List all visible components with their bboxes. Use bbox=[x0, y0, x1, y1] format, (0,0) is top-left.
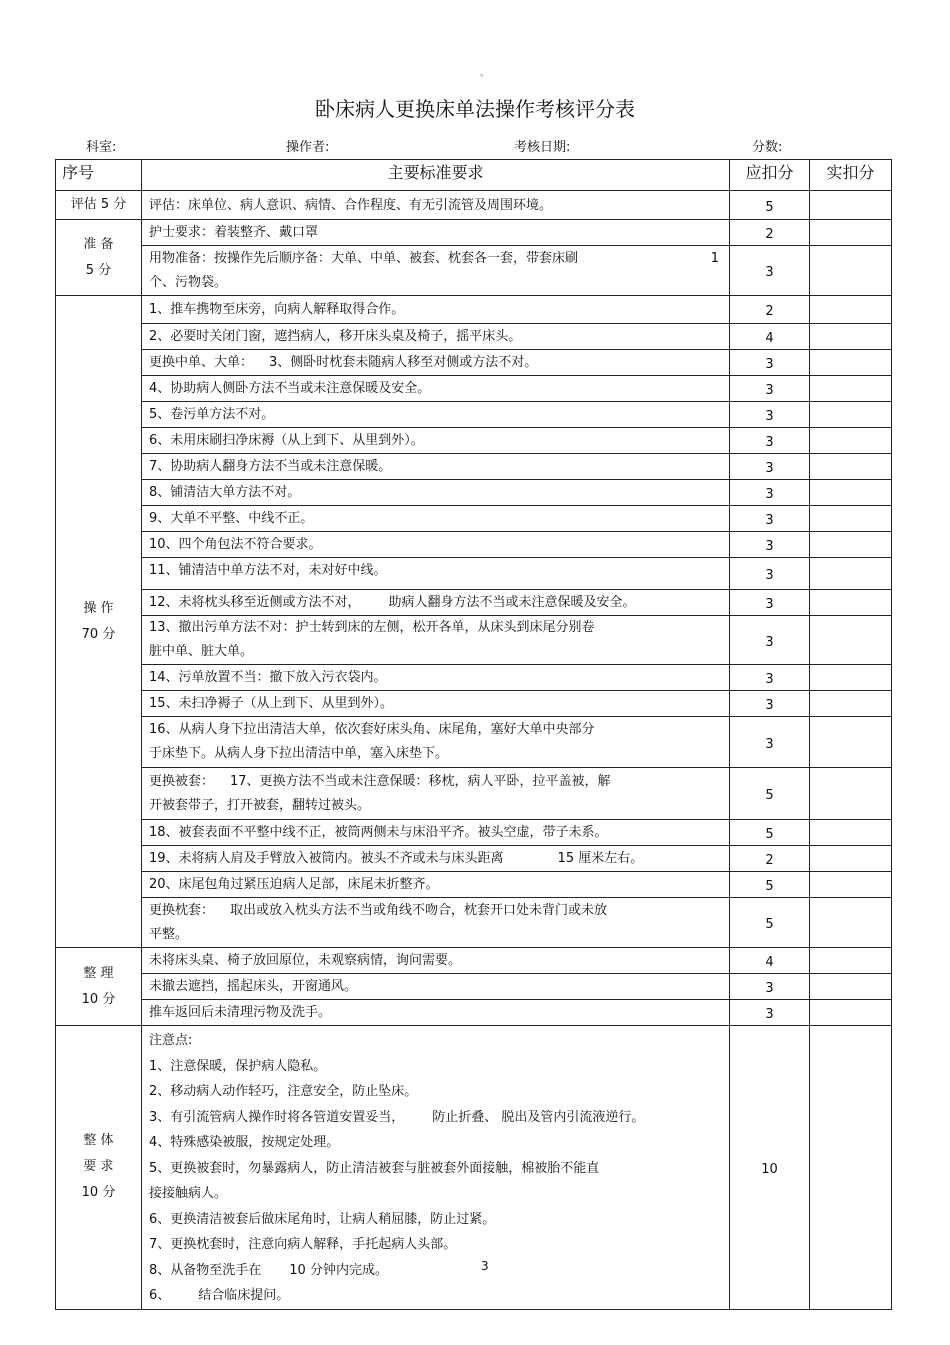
requirement-line: 取出或放入枕头方法不当或角线不吻合，枕套开口处未背门或未放 bbox=[230, 902, 608, 918]
requirement-line: 个、污物袋。 bbox=[149, 274, 228, 290]
note-item bbox=[149, 1258, 723, 1284]
table-row bbox=[56, 768, 892, 820]
requirement-line: 15 厘米左右。 bbox=[557, 851, 644, 866]
date-label: 考核日期: bbox=[514, 140, 571, 155]
actual-deduct-cell[interactable] bbox=[810, 480, 892, 506]
note-item: 接接触病人。 bbox=[149, 1186, 228, 1201]
actual-deduct-cell[interactable] bbox=[810, 220, 892, 246]
operator-label: 操作者: bbox=[286, 140, 330, 155]
table-row bbox=[56, 532, 892, 558]
requirement-number: 1 bbox=[710, 250, 719, 266]
table-row bbox=[56, 691, 892, 717]
requirement-line: 3、侧卧时枕套未随病人移至对侧或方法不对。 bbox=[269, 355, 538, 370]
note-item: 5、更换被套时，勿暴露病人，防止清洁被套与脏被套外面接触，棉被胎不能直 bbox=[149, 1160, 600, 1176]
requirement-text: 10、四个角包法不符合要求。 bbox=[142, 532, 730, 558]
deduct-points: 3 bbox=[730, 691, 810, 717]
table-row bbox=[56, 480, 892, 506]
table-row bbox=[56, 616, 892, 665]
requirement-text: 2、必要时关闭门窗，遮挡病人，移开床头桌及椅子，摇平床头。 bbox=[142, 324, 730, 350]
deduct-points: 5 bbox=[730, 768, 810, 820]
table-row bbox=[56, 402, 892, 428]
requirement-text bbox=[142, 846, 730, 872]
deduct-points: 3 bbox=[730, 1000, 810, 1026]
table-row bbox=[56, 898, 892, 948]
table-row bbox=[56, 506, 892, 532]
deduct-points: 3 bbox=[730, 590, 810, 616]
table-row bbox=[56, 296, 892, 324]
score-table bbox=[55, 159, 892, 1310]
deduct-points: 2 bbox=[730, 220, 810, 246]
requirement-text: 15、未扫净褥子（从上到下、从里到外）。 bbox=[142, 691, 730, 717]
requirement-text: 8、铺清洁大单方法不对。 bbox=[142, 480, 730, 506]
requirement-line: 12、未将枕头移至近侧或方法不对， bbox=[149, 595, 361, 610]
requirement-line: 16、从病人身下拉出清洁大单，依次套好床头角、床尾角，塞好大单中央部分 bbox=[149, 722, 595, 737]
section-overall-score: 10 分 bbox=[81, 1185, 116, 1201]
requirement-line: 更换被套： bbox=[149, 773, 215, 789]
table-row bbox=[56, 717, 892, 768]
requirement-text: 4、协助病人侧卧方法不当或未注意保暖及安全。 bbox=[142, 376, 730, 402]
header-requirements: 主要标准要求 bbox=[142, 160, 730, 191]
requirement-text bbox=[142, 350, 730, 376]
deduct-points: 4 bbox=[730, 324, 810, 350]
actual-deduct-cell[interactable] bbox=[810, 717, 892, 768]
note-text: 10 分钟内完成。 bbox=[289, 1262, 388, 1278]
deduct-points: 2 bbox=[730, 296, 810, 324]
actual-deduct-cell[interactable] bbox=[810, 454, 892, 480]
requirement-line: 助病人翻身方法不当或未注意保暖及安全。 bbox=[388, 595, 636, 610]
section-operation-score: 70 分 bbox=[81, 626, 116, 642]
top-mark: 。 bbox=[480, 68, 490, 79]
table-row bbox=[56, 220, 892, 246]
section-operation bbox=[56, 296, 142, 948]
requirement-text: 未将床头桌、椅子放回原位，未观察病情，询问需要。 bbox=[142, 948, 730, 974]
requirement-text bbox=[142, 590, 730, 616]
section-overall-label-2: 要 求 bbox=[83, 1159, 114, 1175]
requirement-text: 未撤去遮挡，摇起床头，开窗通风。 bbox=[142, 974, 730, 1000]
section-prep bbox=[56, 220, 142, 296]
requirement-text: 1、推车携物至床旁，向病人解释取得合作。 bbox=[142, 296, 730, 324]
actual-deduct-cell[interactable] bbox=[810, 691, 892, 717]
table-row bbox=[56, 590, 892, 616]
deduct-points: 5 bbox=[730, 820, 810, 846]
section-tidy-label: 整 理 bbox=[83, 965, 114, 981]
requirement-line: 平整。 bbox=[149, 926, 189, 942]
deduct-points: 5 bbox=[730, 898, 810, 948]
page-number: 3 bbox=[481, 1259, 489, 1273]
deduct-points: 3 bbox=[730, 376, 810, 402]
requirement-line: 更换中单、大单： bbox=[149, 355, 254, 370]
notes-block bbox=[142, 1026, 730, 1310]
actual-deduct-cell[interactable] bbox=[810, 846, 892, 872]
requirement-line: 19、未将病人肩及手臂放入被筒内。被头不齐或未与床头距离 bbox=[149, 851, 504, 866]
deduct-points: 3 bbox=[730, 350, 810, 376]
actual-deduct-cell[interactable] bbox=[810, 1000, 892, 1026]
header-seq: 序号 bbox=[56, 160, 142, 191]
requirement-text: 评估：床单位、病人意识、病情、合作程度、有无引流管及周围环境。 bbox=[142, 191, 730, 220]
table-row bbox=[56, 558, 892, 590]
table-row bbox=[56, 974, 892, 1000]
note-text: 3、有引流管病人操作时将各管道安置妥当， bbox=[149, 1109, 405, 1125]
requirement-text: 9、大单不平整、中线不正。 bbox=[142, 506, 730, 532]
requirement-text: 14、污单放置不当：撤下放入污衣袋内。 bbox=[142, 665, 730, 691]
requirement-line: 开被套带子，打开被套，翻转过被头。 bbox=[149, 797, 371, 813]
table-row bbox=[56, 665, 892, 691]
deduct-points: 3 bbox=[730, 402, 810, 428]
deduct-points: 3 bbox=[730, 616, 810, 665]
actual-deduct-cell[interactable] bbox=[810, 191, 892, 220]
note-item: 2、移动病人动作轻巧，注意安全，防止坠床。 bbox=[149, 1084, 418, 1099]
requirement-line: 脏中单、脏大单。 bbox=[149, 644, 254, 659]
note-item bbox=[149, 1283, 723, 1309]
requirement-text: 5、卷污单方法不对。 bbox=[142, 402, 730, 428]
deduct-points: 3 bbox=[730, 246, 810, 296]
actual-deduct-cell[interactable] bbox=[810, 590, 892, 616]
table-row bbox=[56, 872, 892, 898]
score-label: 分数: bbox=[752, 140, 783, 155]
table-row bbox=[56, 376, 892, 402]
section-overall-label-1: 整 体 bbox=[83, 1133, 114, 1149]
requirement-text: 6、未用床刷扫净床褥（从上到下、从里到外）。 bbox=[142, 428, 730, 454]
deduct-points: 3 bbox=[730, 665, 810, 691]
deduct-points: 3 bbox=[730, 506, 810, 532]
table-row bbox=[56, 1000, 892, 1026]
section-tidy-score: 10 分 bbox=[81, 991, 116, 1007]
requirement-text bbox=[142, 717, 730, 768]
requirement-text bbox=[142, 768, 730, 820]
section-operation-label: 操 作 bbox=[83, 600, 114, 616]
notes-heading: 注意点: bbox=[149, 1033, 193, 1048]
actual-deduct-cell[interactable] bbox=[810, 324, 892, 350]
requirement-text bbox=[142, 616, 730, 665]
note-item: 1、注意保暖，保护病人隐私。 bbox=[149, 1058, 327, 1074]
deduct-points: 2 bbox=[730, 846, 810, 872]
requirement-text: 推车返回后未清理污物及洗手。 bbox=[142, 1000, 730, 1026]
requirement-text bbox=[142, 246, 730, 296]
requirement-text: 护士要求：着装整齐、戴口罩 bbox=[142, 220, 730, 246]
section-overall bbox=[56, 1026, 142, 1310]
deduct-points: 3 bbox=[730, 532, 810, 558]
actual-deduct-cell[interactable] bbox=[810, 665, 892, 691]
actual-deduct-cell[interactable] bbox=[810, 350, 892, 376]
requirement-text: 18、被套表面不平整中线不正，被筒两侧未与床沿平齐。被头空虚，带子未系。 bbox=[142, 820, 730, 846]
requirement-line: 用物准备：按操作先后顺序备：大单、中单、被套、枕套各一套，带套床刷 bbox=[149, 250, 579, 266]
actual-deduct-cell[interactable] bbox=[810, 506, 892, 532]
requirement-text bbox=[142, 898, 730, 948]
requirement-line: 于床垫下。从病人身下拉出清洁中单，塞入床垫下。 bbox=[149, 746, 449, 761]
table-header-row bbox=[56, 160, 892, 191]
actual-deduct-cell[interactable] bbox=[810, 820, 892, 846]
note-text: 8、从备物至洗手在 bbox=[149, 1262, 262, 1278]
deduct-points: 3 bbox=[730, 454, 810, 480]
deduct-points: 5 bbox=[730, 872, 810, 898]
table-row bbox=[56, 948, 892, 974]
deduct-points: 5 bbox=[730, 191, 810, 220]
actual-deduct-cell[interactable] bbox=[810, 768, 892, 820]
actual-deduct-cell[interactable] bbox=[810, 428, 892, 454]
table-row bbox=[56, 454, 892, 480]
deduct-points: 10 bbox=[730, 1026, 810, 1310]
page-title: 卧床病人更换床单法操作考核评分表 bbox=[315, 97, 635, 121]
requirement-line: 更换枕套： bbox=[149, 902, 215, 918]
actual-deduct-cell[interactable] bbox=[810, 246, 892, 296]
deduct-points: 3 bbox=[730, 428, 810, 454]
actual-deduct-cell[interactable] bbox=[810, 532, 892, 558]
table-row bbox=[56, 324, 892, 350]
dept-label: 科室: bbox=[86, 140, 117, 155]
requirement-line: 13、撤出污单方法不对：护士转到床的左侧，松开各单，从床头到床尾分别卷 bbox=[149, 620, 595, 635]
note-text: 结合临床提问。 bbox=[198, 1288, 290, 1303]
deduct-points: 3 bbox=[730, 480, 810, 506]
note-item: 6、更换清洁被套后做床尾角时，让病人稍屈膝，防止过紧。 bbox=[149, 1211, 496, 1227]
actual-deduct-cell[interactable] bbox=[810, 872, 892, 898]
requirement-text: 20、床尾包角过紧压迫病人足部，床尾未折整齐。 bbox=[142, 872, 730, 898]
actual-deduct-cell[interactable] bbox=[810, 974, 892, 1000]
table-row bbox=[56, 350, 892, 376]
note-text: 6、 bbox=[149, 1288, 171, 1303]
deduct-points: 4 bbox=[730, 948, 810, 974]
header-deduct: 应扣分 bbox=[730, 160, 810, 191]
deduct-points: 3 bbox=[730, 717, 810, 768]
actual-deduct-cell[interactable] bbox=[810, 402, 892, 428]
table-row bbox=[56, 846, 892, 872]
deduct-points: 3 bbox=[730, 974, 810, 1000]
note-item: 7、更换枕套时，注意向病人解释，手托起病人头部。 bbox=[149, 1237, 457, 1252]
requirement-text: 11、铺清洁中单方法不对，未对好中线。 bbox=[142, 558, 730, 590]
actual-deduct-cell[interactable] bbox=[810, 898, 892, 948]
actual-deduct-cell[interactable] bbox=[810, 376, 892, 402]
table-row bbox=[56, 246, 892, 296]
note-item bbox=[149, 1105, 723, 1131]
requirement-text: 7、协助病人翻身方法不当或未注意保暖。 bbox=[142, 454, 730, 480]
actual-deduct-cell[interactable] bbox=[810, 616, 892, 665]
note-item: 4、特殊感染被服，按规定处理。 bbox=[149, 1135, 340, 1150]
actual-deduct-cell[interactable] bbox=[810, 1026, 892, 1310]
actual-deduct-cell[interactable] bbox=[810, 296, 892, 324]
section-assess: 评估 5 分 bbox=[56, 191, 142, 220]
table-row bbox=[56, 1026, 892, 1310]
table-row bbox=[56, 191, 892, 220]
header-actual: 实扣分 bbox=[810, 160, 892, 191]
actual-deduct-cell[interactable] bbox=[810, 558, 892, 590]
note-text: 防止折叠、 脱出及管内引流液逆行。 bbox=[432, 1109, 645, 1125]
table-row bbox=[56, 820, 892, 846]
section-prep-score: 5 分 bbox=[85, 262, 112, 278]
deduct-points: 3 bbox=[730, 558, 810, 590]
section-tidy bbox=[56, 948, 142, 1026]
table-row bbox=[56, 428, 892, 454]
section-prep-label: 准 备 bbox=[83, 236, 114, 252]
actual-deduct-cell[interactable] bbox=[810, 948, 892, 974]
requirement-line: 17、更换方法不当或未注意保暖：移枕，病人平卧，拉平盖被，解 bbox=[230, 773, 611, 789]
